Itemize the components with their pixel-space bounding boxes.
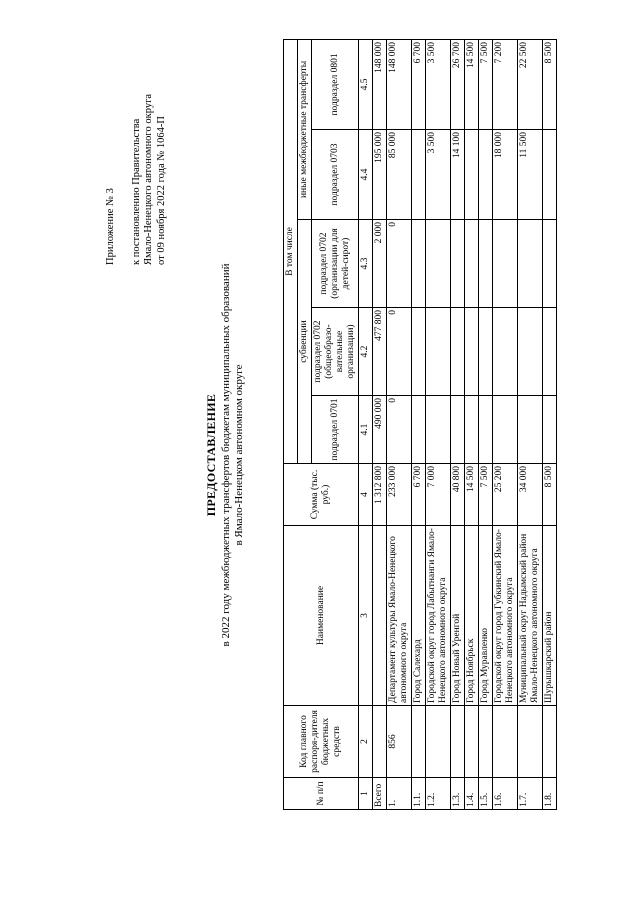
row-name [373,526,387,706]
index-row [359,39,373,809]
row-number: 1.2. [426,778,451,810]
row-sum: 233 000 [387,464,412,526]
table-row [518,39,543,809]
row-0701 [451,396,465,464]
row-0702-general [493,308,518,396]
row-0801: 7 200 [493,39,518,129]
row-sum: 1 312 800 [373,464,387,526]
row-code [373,706,387,778]
document-title [205,185,246,725]
row-sum: 7 000 [426,464,451,526]
row-number: 1.8. [543,778,557,810]
header-sum: Сумма (тыс. руб.) [284,464,359,526]
row-name: Город Новый Уренгой [451,526,465,706]
header-subsidies: субвенции [298,220,312,464]
row-0702-general [412,308,426,396]
row-0702-orphans [426,220,451,308]
index-cell: 1 [359,778,373,810]
row-name: Шурышкарский район [543,526,557,706]
appendix-number: Приложение № 3 [105,188,116,265]
row-0801: 3 500 [426,39,451,129]
table-row [465,39,479,809]
header-0703: подраздел 0703 [312,130,359,220]
row-0701: 490 000 [373,396,387,464]
index-cell: 4.2 [359,308,373,396]
index-cell: 4 [359,464,373,526]
row-code [465,706,479,778]
appendix-header [105,35,168,265]
index-cell: 4.1 [359,396,373,464]
row-0701 [479,396,493,464]
row-0703: 14 100 [451,130,465,220]
table-row [451,39,465,809]
index-cell: 4.3 [359,220,373,308]
row-name: Город Муравленко [479,526,493,706]
row-code [518,706,543,778]
row-0702-orphans [465,220,479,308]
row-0703 [479,130,493,220]
row-0701 [493,396,518,464]
row-sum: 7 500 [479,464,493,526]
row-0703 [543,130,557,220]
header-0702-general: подраздел 0702 (общеобразо-вательные организации) [312,308,359,396]
row-0702-general [518,308,543,396]
table-body [359,39,557,809]
table-row [426,39,451,809]
row-0701 [465,396,479,464]
row-0702-general: 477 800 [373,308,387,396]
row-0801: 22 500 [518,39,543,129]
header-0702-orphans: подраздел 0702 (организации для детей-сирот) [312,220,359,308]
row-code [493,706,518,778]
row-0702-orphans [479,220,493,308]
transfers-table [283,39,557,810]
row-name: Департамент культуры Ямало-Ненецкого автономного округа [387,526,412,706]
row-number: Всего [373,778,387,810]
row-number: 1.3. [451,778,465,810]
row-name: Город Ноябрьск [465,526,479,706]
row-0702-orphans [451,220,465,308]
header-including: В том числе [284,39,298,463]
row-code [479,706,493,778]
row-0702-orphans: 0 [387,220,412,308]
table-row [479,39,493,809]
row-0702-orphans: 2 000 [373,220,387,308]
header-other-transfers: иные межбюджетные трансферты [298,39,312,219]
title-main: ПРЕДОСТАВЛЕНИЕ [204,393,218,517]
index-cell: 4.5 [359,39,373,129]
row-0702-orphans [493,220,518,308]
row-0703: 11 500 [518,130,543,220]
row-0701: 0 [387,396,412,464]
row-0702-orphans [543,220,557,308]
row-sum: 25 200 [493,464,518,526]
row-name: Городской округ город Лабытнанги Ямало-Ненецкого автономного округа [426,526,451,706]
row-0801: 148 000 [373,39,387,129]
title-sub-1: в 2022 году межбюджетных трансфертов бюджетам муниципальных образований [220,263,232,647]
row-sum: 34 000 [518,464,543,526]
header-name: Наименование [284,526,359,706]
row-0801: 26 700 [451,39,465,129]
row-0702-orphans [518,220,543,308]
appendix-line-2: Ямало-Ненецкого автономного округа [143,93,154,265]
row-code [412,706,426,778]
row-0801: 148 000 [387,39,412,129]
row-name: Городской округ город Губкинский Ямало-Ненецкого автономного округа [493,526,518,706]
row-0702-general [426,308,451,396]
row-sum: 6 700 [412,464,426,526]
row-number: 1.7. [518,778,543,810]
row-0801: 14 500 [465,39,479,129]
row-code [426,706,451,778]
row-number: 1. [387,778,412,810]
row-0702-general [543,308,557,396]
row-0702-general [465,308,479,396]
table-row [543,39,557,809]
appendix-line-1: к постановлению Правительства [130,118,142,265]
row-sum: 14 500 [465,464,479,526]
row-0703: 85 000 [387,130,412,220]
row-0703 [465,130,479,220]
row-0703 [412,130,426,220]
row-0701 [543,396,557,464]
row-sum: 8 500 [543,464,557,526]
row-0702-orphans [412,220,426,308]
index-cell: 4.4 [359,130,373,220]
header-num: № п/п [284,778,359,810]
header-0801: подраздел 0801 [312,39,359,129]
row-0701 [426,396,451,464]
row-number: 1.4. [465,778,479,810]
row-0801: 8 500 [543,39,557,129]
header-0701: подраздел 0701 [312,396,359,464]
row-name: Муниципальный округ Надымский район Ямало-Ненецкого автономного округа [518,526,543,706]
row-number: 1.5. [479,778,493,810]
row-0703: 3 500 [426,130,451,220]
table-row [493,39,518,809]
row-code [451,706,465,778]
row-code [543,706,557,778]
row-number: 1.1. [412,778,426,810]
table-row [387,39,412,809]
index-cell: 2 [359,706,373,778]
appendix-line-3: от 09 ноября 2022 года № 1064-П [155,116,167,265]
title-sub-2: в Ямало-Ненецком автономном округе [233,364,245,546]
row-0702-general [479,308,493,396]
row-0703: 18 000 [493,130,518,220]
row-name: Город Салехард [412,526,426,706]
row-0701 [518,396,543,464]
row-sum: 40 800 [451,464,465,526]
row-0702-general [451,308,465,396]
row-0702-general: 0 [387,308,412,396]
row-0703: 195 000 [373,130,387,220]
table-row [412,39,426,809]
table-row [373,39,387,809]
row-0701 [412,396,426,464]
row-0801: 6 700 [412,39,426,129]
header-code: Код главного распоря-дителя бюджетных средств [284,706,359,778]
row-number: 1.6. [493,778,518,810]
row-code: 856 [387,706,412,778]
row-0801: 7 500 [479,39,493,129]
index-cell: 3 [359,526,373,706]
